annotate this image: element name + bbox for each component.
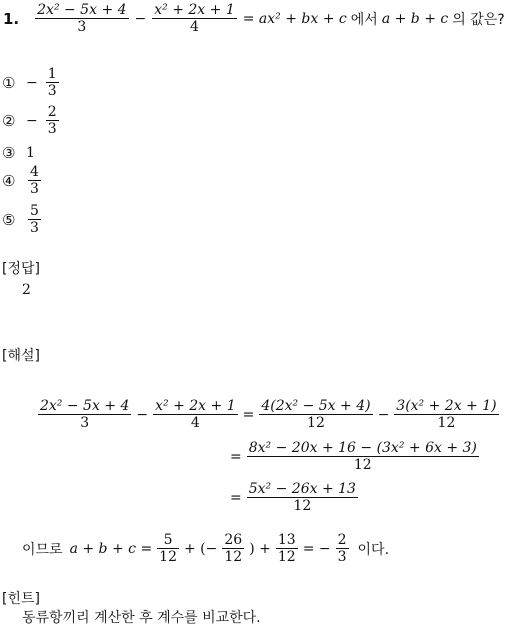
conclusion-equals: = −	[302, 540, 331, 557]
option-5-denominator: 3	[30, 220, 39, 236]
option-1-denominator: 3	[47, 83, 57, 99]
sol1-fraction-a	[38, 398, 131, 431]
answer-value: 2	[22, 282, 31, 298]
sol1-b-denominator: 4	[190, 415, 200, 431]
answer-label: [정답]	[2, 261, 40, 277]
solution-conclusion	[22, 532, 389, 565]
option-2-mark: ②	[2, 111, 16, 130]
solution-line-3	[230, 481, 360, 514]
fraction-1	[35, 2, 128, 35]
sol2-denominator: 12	[353, 457, 372, 473]
option-4-mark: ④	[2, 171, 16, 190]
option-2-sign: −	[26, 112, 38, 129]
sol2-numerator: 8x² − 20x + 16 − (3x² + 6x + 3)	[248, 440, 477, 456]
sol1-fraction-d	[394, 398, 498, 431]
conclusion-fraction-1	[157, 532, 179, 565]
conclusion-expr: a + b + c =	[69, 540, 153, 557]
option-4-denominator: 3	[30, 181, 39, 197]
solution-label: [해설]	[2, 348, 40, 364]
sol1-minus-2: −	[377, 406, 390, 423]
option-3[interactable]	[2, 144, 35, 162]
option-4-numerator: 4	[30, 164, 39, 180]
fraction-2-numerator: x² + 2x + 1	[154, 2, 235, 18]
conc-f2-numerator: 26	[224, 532, 243, 548]
option-5-numerator: 5	[30, 203, 39, 219]
option-1[interactable]	[2, 66, 61, 99]
option-3-mark: ③	[2, 144, 16, 162]
option-5[interactable]	[2, 203, 43, 236]
sol3-denominator: 12	[293, 498, 312, 514]
conclusion-suffix: 이다.	[357, 541, 390, 558]
conclusion-prefix: 이므로	[22, 541, 63, 558]
option-1-sign: −	[26, 74, 38, 91]
conc-f4-denominator: 3	[337, 549, 347, 565]
sol1-c-denominator: 12	[307, 415, 325, 431]
sol1-d-denominator: 12	[437, 415, 456, 431]
korean-eseo: 에서	[350, 11, 378, 28]
option-3-value: 1	[26, 145, 35, 161]
conc-f4-numerator: 2	[337, 532, 347, 548]
conclusion-fraction-2	[222, 532, 244, 565]
option-5-mark: ⑤	[2, 210, 16, 229]
sol3-fraction	[247, 481, 358, 514]
sol1-fraction-c	[259, 398, 372, 431]
question-end: 의 값은?	[452, 11, 505, 28]
option-5-fraction	[28, 203, 41, 236]
option-2-denominator: 3	[47, 121, 57, 137]
option-1-mark: ①	[2, 73, 16, 92]
hint-text: 동류항끼리 계산한 후 계수를 비교한다.	[22, 610, 261, 626]
option-4-fraction	[28, 164, 41, 197]
sol3-numerator: 5x² − 26x + 13	[248, 481, 356, 497]
sum-expression: a + b + c	[381, 10, 449, 27]
sol1-minus: −	[136, 406, 149, 423]
sol1-b-numerator: x² + 2x + 1	[155, 398, 236, 414]
conc-f3-denominator: 12	[277, 549, 296, 565]
conclusion-fraction-4	[336, 532, 349, 565]
conc-f2-denominator: 12	[224, 549, 243, 565]
option-2-fraction	[46, 104, 59, 137]
conclusion-fraction-3	[276, 532, 298, 565]
conc-f1-numerator: 5	[157, 532, 179, 549]
sol2-fraction	[247, 440, 479, 473]
solution-line-2	[230, 440, 481, 473]
hint-label: [힌트]	[2, 591, 40, 607]
sol1-d-numerator: 3(x² + 2x + 1)	[396, 398, 497, 414]
problem-statement	[3, 2, 505, 35]
problem-number: 1.	[3, 9, 20, 28]
option-1-numerator: 1	[47, 66, 57, 82]
conc-f3-numerator: 13	[277, 532, 296, 548]
sol1-fraction-b	[153, 398, 237, 431]
sol1-c-numerator: 4(2x² − 5x + 4)	[261, 398, 371, 414]
conclusion-plus-2: ) +	[249, 540, 271, 557]
sol1-a-denominator: 3	[80, 415, 90, 431]
conclusion-plus-1: + (−	[184, 540, 218, 557]
sol1-a-numerator: 2x² − 5x + 4	[40, 398, 130, 414]
option-4[interactable]	[2, 164, 43, 197]
conc-f1-denominator: 12	[159, 549, 177, 565]
option-2[interactable]	[2, 104, 61, 137]
sol1-equals: =	[242, 406, 255, 423]
rhs-expression: = ax² + bx + c	[242, 10, 347, 27]
option-1-fraction	[46, 66, 59, 99]
minus-sign: −	[134, 10, 147, 27]
fraction-1-numerator: 2x² − 5x + 4	[37, 2, 127, 18]
sol2-equals: =	[230, 448, 242, 465]
option-2-numerator: 2	[47, 104, 57, 120]
solution-line-1	[36, 398, 501, 431]
fraction-2	[152, 2, 236, 35]
sol3-equals: =	[230, 489, 242, 506]
fraction-1-denominator: 3	[77, 19, 87, 35]
fraction-2-denominator: 4	[190, 19, 199, 35]
